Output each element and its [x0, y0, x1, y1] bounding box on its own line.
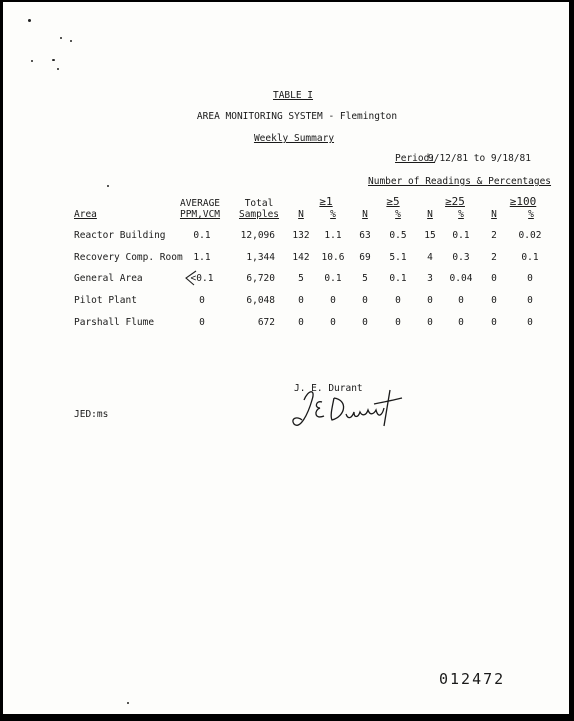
row-percent: 10.6: [321, 252, 345, 263]
row-percent: 0.5: [389, 230, 407, 241]
row-area: General Area: [74, 273, 143, 284]
speck: [28, 19, 31, 22]
row-percent: 0.02: [518, 230, 542, 241]
row-count: 0: [491, 273, 497, 284]
row-percent: 0: [395, 317, 401, 328]
row-count: 63: [359, 230, 371, 241]
col-area: Area: [74, 209, 97, 220]
row-count: 4: [427, 252, 433, 263]
row-count: 5: [362, 273, 368, 284]
document-page: [3, 2, 569, 714]
row-area: Reactor Building: [74, 230, 166, 241]
row-count: 142: [292, 252, 310, 263]
row-percent: 0.1: [324, 273, 342, 284]
row-area: Recovery Comp. Room: [74, 252, 183, 263]
row-count: 132: [292, 230, 310, 241]
row-percent: 5.1: [389, 252, 407, 263]
row-count: 0: [427, 295, 433, 306]
row-count: 0: [427, 317, 433, 328]
signature-image: [286, 383, 406, 434]
col-total-line1: Total: [244, 198, 274, 209]
col-total-line2: Samples: [238, 209, 280, 220]
col-threshold-5: ≥5: [386, 195, 400, 208]
col-pct: %: [528, 209, 534, 220]
row-average: 0: [199, 317, 205, 328]
row-count: 69: [359, 252, 371, 263]
col-n: N: [298, 209, 304, 220]
page-subtitle: Weekly Summary: [253, 133, 335, 144]
row-total: 6,720: [246, 273, 275, 284]
speck: [31, 60, 33, 62]
row-area: Pilot Plant: [74, 295, 137, 306]
speck: [57, 68, 59, 70]
row-total: 6,048: [246, 295, 275, 306]
document-number: 012472: [439, 670, 506, 688]
row-count: 0: [298, 317, 304, 328]
row-count: 3: [427, 273, 433, 284]
row-total: 12,096: [240, 230, 275, 241]
row-percent: 0: [395, 295, 401, 306]
check-mark-icon: [184, 270, 198, 286]
row-count: 5: [298, 273, 304, 284]
speck: [60, 37, 62, 39]
row-total: 672: [257, 317, 275, 328]
row-count: 0: [298, 295, 304, 306]
row-percent: 0: [527, 295, 533, 306]
row-percent: 0: [527, 273, 533, 284]
col-pct: %: [458, 209, 464, 220]
col-average-line2: PPM,VCM: [179, 209, 221, 220]
speck: [70, 40, 72, 42]
row-percent: 1.1: [324, 230, 342, 241]
row-percent: 0.1: [389, 273, 407, 284]
speck: [52, 59, 55, 61]
col-average: [180, 198, 220, 220]
row-count: 0: [491, 317, 497, 328]
row-count: 2: [491, 252, 497, 263]
row-count: 0: [491, 295, 497, 306]
table-number: TABLE I: [272, 90, 314, 101]
row-area: Parshall Flume: [74, 317, 155, 328]
row-percent: 0: [330, 317, 336, 328]
row-percent: 0.1: [521, 252, 539, 263]
row-count: 2: [491, 230, 497, 241]
col-threshold-100: ≥100: [509, 195, 537, 208]
readings-header: Number of Readings & Percentages: [368, 176, 552, 187]
col-n: N: [427, 209, 433, 220]
signature-typed-name: J. E. Durant: [294, 383, 363, 394]
col-average-line1: AVERAGE: [179, 198, 221, 209]
row-percent: 0: [458, 295, 464, 306]
row-average: 1.1: [193, 252, 211, 263]
col-pct: %: [330, 209, 336, 220]
page-title: AREA MONITORING SYSTEM - Flemington: [196, 111, 398, 122]
period-label: Period:: [395, 153, 436, 164]
row-count: 0: [362, 295, 368, 306]
row-average: 0: [199, 295, 205, 306]
row-count: 0: [362, 317, 368, 328]
speck: [127, 702, 129, 704]
row-count: 15: [424, 230, 436, 241]
period-value: 9/12/81 to 9/18/81: [428, 153, 531, 164]
col-n: N: [362, 209, 368, 220]
row-percent: 0: [330, 295, 336, 306]
col-threshold-25: ≥25: [445, 195, 465, 208]
col-threshold-1: ≥1: [319, 195, 333, 208]
row-average: <0.1: [190, 273, 214, 284]
row-percent: 0: [527, 317, 533, 328]
row-total: 1,344: [246, 252, 275, 263]
col-total: [239, 198, 279, 220]
row-percent: 0: [458, 317, 464, 328]
typist-initials: JED:ms: [74, 409, 109, 420]
speck: [107, 185, 109, 187]
row-average: 0.1: [193, 230, 211, 241]
row-percent: 0.3: [452, 252, 470, 263]
row-percent: 0.04: [449, 273, 473, 284]
col-n: N: [491, 209, 497, 220]
col-pct: %: [395, 209, 401, 220]
row-percent: 0.1: [452, 230, 470, 241]
